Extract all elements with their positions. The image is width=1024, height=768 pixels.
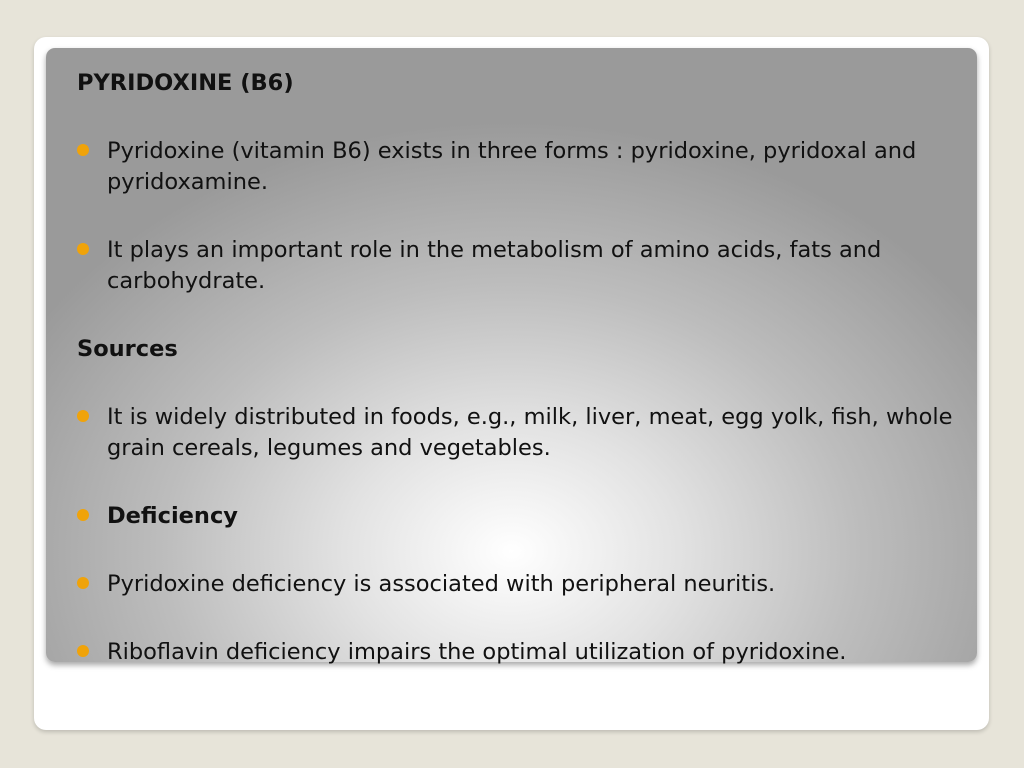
round-bullet-icon (77, 243, 89, 255)
round-bullet-icon (77, 410, 89, 422)
round-bullet-icon (77, 577, 89, 589)
bullet-text: It plays an important role in the metabolism of amino acids, fats and carbohydrate. (107, 237, 882, 294)
bullet-item-riboflavin (77, 637, 977, 668)
sources-heading: Sources (77, 336, 178, 362)
bullet-text: Pyridoxine deficiency is associated with peripheral neuritis. (107, 571, 776, 597)
round-bullet-icon (77, 645, 89, 657)
bullet-item-forms (77, 136, 977, 198)
slide-content (77, 68, 977, 668)
bullet-text: Deficiency (107, 503, 238, 529)
deficiency-heading (77, 501, 977, 532)
round-bullet-icon (77, 144, 89, 156)
bullet-item-neuritis (77, 569, 977, 600)
bullet-text: Riboflavin deficiency impairs the optimal utilization of pyridoxine. (107, 639, 847, 665)
bullet-text: Pyridoxine (vitamin B6) exists in three forms : pyridoxine, pyridoxal and pyridoxamine. (107, 138, 917, 195)
round-bullet-icon (77, 509, 89, 521)
bullet-text: It is widely distributed in foods, e.g., milk, liver, meat, egg yolk, fish, whole grain cereals, legumes and vegetables. (107, 404, 953, 461)
bullet-item-role (77, 235, 977, 297)
bullet-item-sources (77, 402, 977, 464)
slide-title: PYRIDOXINE (B6) (77, 70, 294, 96)
